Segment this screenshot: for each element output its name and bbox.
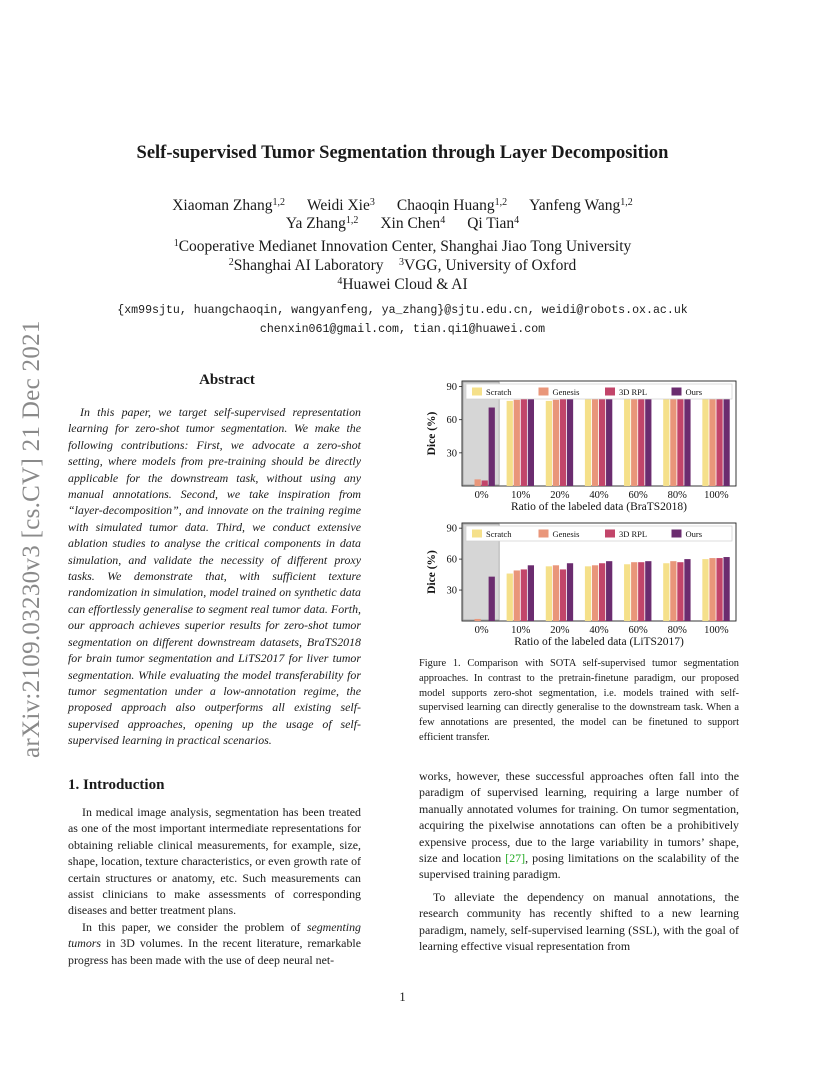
bar-3d-rpl bbox=[599, 396, 605, 486]
bar-ours bbox=[723, 391, 729, 486]
right-paragraph-1: works, however, these successful approaches often fall into the paradigm of supervised learning, requiring a large number of manually annotated volumes for training. On tumor segmentation, acquiring the pixelwise annotations can often be a prohibitively expensive process, due to the large variability in tumors’ shape, size and location [27], posing limitations on the scalability of the supervised training paradigm. bbox=[419, 769, 740, 882]
bar-3d-rpl bbox=[677, 562, 683, 621]
author-line-1 bbox=[0, 196, 805, 215]
bar-ours bbox=[645, 561, 651, 621]
bar-scratch bbox=[507, 401, 513, 486]
y-axis-label: Dice (%) bbox=[426, 550, 438, 594]
author-name: Chaoqin Huang$^{1,2}$ bbox=[396, 197, 508, 214]
figure-caption: Figure 1. Comparison with SOTA self-supervised tumor segmentation approaches. In contrast to the pretrain-finetune paradigm, our proposed model supports zero-shot segmentation, i.e. models trained with self-supervised learning can directly generalise to the downstream task. When a few annotations are presented, the model can be finetuned to support efficient transfer. bbox=[419, 658, 739, 743]
bar-3d-rpl bbox=[638, 562, 644, 621]
bar-3d-rpl bbox=[716, 558, 722, 621]
bar-3d-rpl bbox=[521, 569, 527, 621]
citation-link[interactable]: [27] bbox=[505, 851, 526, 866]
bar-ours bbox=[606, 395, 612, 486]
abstract-heading: Abstract bbox=[199, 372, 255, 388]
bar-scratch bbox=[702, 559, 708, 621]
legend-label: Genesis bbox=[552, 387, 580, 397]
bar-genesis bbox=[475, 619, 481, 621]
email-line-2: chenxin061@gmail.com, tian.qi1@huawei.com bbox=[259, 323, 546, 336]
author-name: Yanfeng Wang$^{1,2}$ bbox=[529, 197, 633, 214]
intro-heading: 1. Introduction bbox=[68, 777, 165, 793]
bar-ours bbox=[606, 561, 612, 621]
email-line-1: {xm99sjtu, huangchaoqin, wangyanfeng, ya_zhang}@sjtu.edu.cn, weidi@robots.ox.ac.uk bbox=[117, 304, 688, 317]
bar-genesis bbox=[553, 565, 559, 621]
legend-swatch bbox=[605, 530, 615, 538]
bar-genesis bbox=[709, 558, 715, 621]
y-tick-label: 30 bbox=[446, 448, 457, 460]
bar-scratch bbox=[546, 566, 552, 621]
bar-3d-rpl bbox=[560, 398, 566, 486]
x-axis-label: Ratio of the labeled data (LiTS2017) bbox=[514, 636, 684, 648]
x-tick-label: 100% bbox=[704, 490, 729, 501]
x-tick-label: 40% bbox=[589, 625, 609, 636]
bar-3d-rpl bbox=[677, 393, 683, 486]
affiliation-4: $^4$Huawei Cloud & AI bbox=[337, 276, 468, 293]
legend-label: Scratch bbox=[486, 529, 512, 539]
author-name: Ya Zhang$^{1,2}$ bbox=[285, 215, 359, 232]
bar-ours bbox=[684, 559, 690, 621]
bar-ours bbox=[723, 557, 729, 621]
bar-3d-rpl bbox=[716, 391, 722, 486]
bar-genesis bbox=[592, 565, 598, 621]
bar-genesis bbox=[592, 396, 598, 486]
bar-3d-rpl bbox=[599, 563, 605, 621]
legend-swatch bbox=[539, 530, 549, 538]
author-name: Xin Chen$^4$ bbox=[380, 215, 446, 232]
bar-scratch bbox=[624, 394, 630, 486]
intro-column-left bbox=[68, 804, 361, 968]
legend-label: 3D RPL bbox=[619, 529, 648, 539]
bar-genesis bbox=[475, 479, 481, 486]
abstract-text: In this paper, we target self-supervised representation learning for zero-shot tumor segmentation. We make the following contributions: First, we advocate a zero-shot setting, where models from pre-training should be directly applicable for the downstream task, without using any manual annotations. Second, we take inspiration from “layer-decomposition”, and innovate on the training regime with simulated tumor data. Third, we conduct extensive ablation studies to analyse the critical components in data simulation, and validate the necessity of different proxy tasks. We demonstrate that, with sufficient texture randomization in simulation, model trained on synthetic data can effortlessly generalise to segment real tumor data. Forth, our approach achieves superior results for zero-shot tumor segmentation on different downstream datasets, BraTS2018 for brain tumor segmentation and LiTS2017 for liver tumor segmentation. While evaluating the model transferability for tumor segmentation under a low-annotation regime, the proposed approach also outperforms all existing self-supervised approaches, opening up the usage of self-supervised learning in practical scenarios. bbox=[68, 405, 361, 748]
chart-legend bbox=[466, 384, 732, 399]
y-tick-label: 90 bbox=[446, 523, 457, 535]
bar-ours bbox=[684, 392, 690, 486]
right-paragraph-2: To alleviate the dependency on manual annotations, the research community has recently shifted to a new learning paradigm, namely, self-supervised learning (SSL), with the goal of learning effective visual representation from bbox=[419, 889, 739, 954]
legend-label: 3D RPL bbox=[619, 387, 648, 397]
chart-legend bbox=[466, 526, 732, 541]
intro-paragraph-1: In medical image analysis, segmentation has been treated as one of the most important intermediate representations for obtaining reliable clinical measurements, for example, size, shape, location, texture characteristics, or even growth rate of certain structures or anatomy, etc. Such measurements can assist clinicians to make assessments of corresponding diseases and better treatment plans. bbox=[68, 805, 361, 918]
x-tick-label: 0% bbox=[474, 625, 489, 636]
x-tick-label: 10% bbox=[511, 490, 531, 501]
y-axis-label: Dice (%) bbox=[426, 411, 438, 456]
x-tick-label: 0% bbox=[474, 490, 489, 501]
x-tick-label: 100% bbox=[704, 625, 729, 636]
author-name: Weidi Xie$^3$ bbox=[306, 197, 375, 214]
y-tick-label: 30 bbox=[446, 585, 457, 597]
x-axis-label: Ratio of the labeled data (BraTS2018) bbox=[511, 501, 687, 513]
page-number: 1 bbox=[399, 990, 406, 1004]
bar-scratch bbox=[624, 564, 630, 621]
bar-ours bbox=[645, 394, 651, 486]
arxiv-stamp: arXiv:2109.03230v3 [cs.CV] 21 Dec 2021 bbox=[18, 320, 45, 758]
x-tick-label: 60% bbox=[628, 490, 648, 501]
bar-scratch bbox=[663, 393, 669, 486]
x-tick-label: 80% bbox=[667, 625, 687, 636]
author-line-2 bbox=[0, 214, 805, 233]
bar-3d-rpl bbox=[560, 569, 566, 621]
bar-genesis bbox=[631, 395, 637, 486]
bar-scratch bbox=[585, 398, 591, 486]
x-tick-label: 40% bbox=[589, 490, 609, 501]
affiliation-2-3: $^2$Shanghai AI Laboratory $^3$VGG, University of Oxford bbox=[228, 257, 577, 274]
paper-title: Self-supervised Tumor Segmentation through Layer Decomposition bbox=[136, 143, 669, 163]
y-tick-label: 60 bbox=[446, 554, 457, 566]
bar-ours bbox=[567, 396, 573, 486]
bar-3d-rpl bbox=[638, 394, 644, 486]
bar-genesis bbox=[514, 400, 520, 486]
legend-label: Scratch bbox=[486, 387, 512, 397]
bar-scratch bbox=[663, 563, 669, 621]
x-tick-label: 80% bbox=[667, 490, 687, 501]
legend-swatch bbox=[472, 388, 482, 396]
legend-label: Ours bbox=[685, 529, 703, 539]
bar-genesis bbox=[553, 400, 559, 486]
affiliation-1: $^1$Cooperative Medianet Innovation Center, Shanghai Jiao Tong University bbox=[173, 238, 632, 255]
bar-genesis bbox=[631, 562, 637, 621]
legend-swatch bbox=[672, 530, 682, 538]
intro-paragraph-2: In this paper, we consider the problem of segmenting tumors in 3D volumes. In the recent literature, remarkable progress has been made with the use of deep neural net- bbox=[68, 919, 361, 967]
author-name: Qi Tian$^4$ bbox=[467, 215, 520, 232]
bar-scratch bbox=[585, 566, 591, 621]
legend-swatch bbox=[539, 388, 549, 396]
y-tick-label: 60 bbox=[446, 415, 457, 427]
x-tick-label: 60% bbox=[628, 625, 648, 636]
bar-ours bbox=[489, 577, 495, 621]
legend-swatch bbox=[672, 388, 682, 396]
bar-genesis bbox=[514, 570, 520, 621]
legend-swatch bbox=[472, 530, 482, 538]
bar-scratch bbox=[507, 574, 513, 621]
chart-brats2018 bbox=[412, 372, 744, 520]
legend-swatch bbox=[605, 388, 615, 396]
bar-genesis bbox=[709, 392, 715, 486]
chart-lits2017 bbox=[412, 518, 744, 650]
author-name: Xiaoman Zhang$^{1,2}$ bbox=[172, 197, 285, 214]
x-tick-label: 10% bbox=[511, 625, 531, 636]
bar-ours bbox=[528, 398, 534, 486]
bar-3d-rpl bbox=[482, 480, 488, 486]
legend-label: Ours bbox=[685, 387, 703, 397]
legend-label: Genesis bbox=[552, 529, 580, 539]
intro-column-right bbox=[419, 768, 739, 954]
x-tick-label: 20% bbox=[550, 490, 570, 501]
bar-ours bbox=[528, 565, 534, 621]
bar-3d-rpl bbox=[521, 399, 527, 486]
bar-genesis bbox=[670, 561, 676, 621]
x-tick-label: 20% bbox=[550, 625, 570, 636]
bar-scratch bbox=[546, 401, 552, 486]
bar-ours bbox=[567, 563, 573, 621]
bar-scratch bbox=[702, 392, 708, 486]
bar-genesis bbox=[670, 393, 676, 486]
y-tick-label: 90 bbox=[446, 382, 457, 394]
bar-ours bbox=[489, 408, 495, 486]
